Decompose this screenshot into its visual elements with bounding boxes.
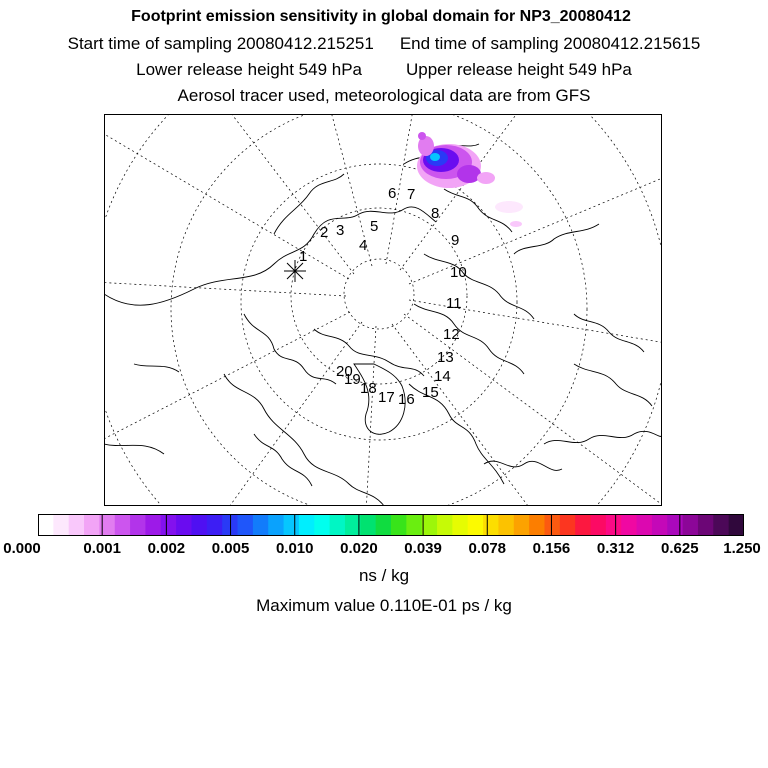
colorbar-tick-label: 0.020 — [340, 540, 378, 557]
release-heights — [0, 60, 768, 80]
trajectory-label-4: 4 — [359, 237, 368, 254]
colorbar-cell — [191, 514, 207, 536]
colorbar-cell — [376, 514, 392, 536]
colorbar-cell — [38, 514, 54, 536]
units-label: ns / kg — [358, 566, 410, 585]
colorbar-cell — [560, 514, 576, 536]
colorbar-cell — [284, 514, 300, 536]
colorbar-cell — [53, 514, 69, 536]
colorbar-tick-label: 0.312 — [596, 540, 635, 557]
trajectory-label-11: 11 — [446, 295, 462, 312]
polar-map — [104, 114, 662, 506]
trajectory-label-17: 17 — [378, 389, 395, 406]
colorbar-cell — [253, 514, 269, 536]
colorbar-cell — [468, 514, 484, 536]
colorbar-cell — [314, 514, 330, 536]
trajectory-label-12: 12 — [443, 326, 460, 343]
colorbar-cell — [84, 514, 100, 536]
colorbar-cell — [130, 514, 146, 536]
colorbar-cell — [437, 514, 453, 536]
trajectory-label-15: 15 — [422, 384, 439, 401]
trajectory-label-16: 16 — [398, 391, 415, 408]
colorbar-cell — [176, 514, 192, 536]
trajectory-label-7: 7 — [407, 186, 416, 203]
colorbar-tick-label: 0.010 — [275, 540, 314, 557]
map-frame — [105, 115, 662, 506]
colorbar-cell — [683, 514, 699, 536]
colorbar-cell — [698, 514, 714, 536]
colorbar-tick-label: 0.001 — [83, 540, 121, 557]
colorbar-tick-label: 0.000 — [3, 540, 41, 557]
colorbar-cell — [268, 514, 284, 536]
colorbar-cell — [483, 514, 499, 536]
end-time-label: End time of sampling 20080412.215615 — [399, 34, 701, 53]
maximum-value: Maximum value 0.110E-01 ps / kg — [256, 596, 512, 615]
colorbar-cells — [38, 514, 744, 536]
trajectory-label-18: 18 — [360, 380, 377, 397]
trajectory-label-14: 14 — [434, 368, 451, 385]
colorbar — [38, 514, 744, 536]
tracer-info: Aerosol tracer used, meteorological data are from GFS — [177, 86, 591, 105]
colorbar-tick-labels — [0, 540, 768, 560]
colorbar-cell — [391, 514, 407, 536]
colorbar-cell — [591, 514, 607, 536]
colorbar-cell — [238, 514, 254, 536]
colorbar-cell — [207, 514, 223, 536]
lower-release-label: Lower release height 549 hPa — [136, 60, 362, 79]
trajectory-label-5: 5 — [370, 218, 379, 235]
colorbar-cell — [422, 514, 438, 536]
trajectory-label-19: 19 — [344, 371, 361, 388]
colorbar-cell — [498, 514, 514, 536]
colorbar-cell — [544, 514, 560, 536]
trajectory-label-10: 10 — [450, 264, 467, 281]
colorbar-cell — [621, 514, 637, 536]
trajectory-label-13: 13 — [437, 349, 454, 366]
trajectory-label-3: 3 — [336, 222, 345, 239]
colorbar-cell — [637, 514, 653, 536]
colorbar-cell — [115, 514, 131, 536]
colorbar-cell — [606, 514, 622, 536]
plot-title: Footprint emission sensitivity in global domain for NP3_20080412 — [131, 8, 631, 25]
trajectory-label-2: 2 — [320, 224, 329, 241]
trajectory-label-20: 20 — [336, 363, 353, 380]
colorbar-cell — [667, 514, 683, 536]
colorbar-cell — [729, 514, 744, 536]
colorbar-tick-label: 0.002 — [147, 540, 186, 557]
trajectory-label-8: 8 — [431, 205, 440, 222]
colorbar-cell — [360, 514, 376, 536]
colorbar-tick-label: 0.156 — [532, 540, 571, 557]
colorbar-cell — [713, 514, 729, 536]
trajectory-label-9: 9 — [451, 232, 460, 249]
colorbar-cell — [145, 514, 161, 536]
colorbar-cell — [69, 514, 85, 536]
colorbar-tick-label: 0.078 — [468, 540, 507, 557]
colorbar-cell — [575, 514, 591, 536]
colorbar-cell — [452, 514, 468, 536]
trajectory-label-1: 1 — [299, 248, 308, 265]
colorbar-tick-label: 0.625 — [661, 540, 699, 557]
colorbar-tick-label: 0.005 — [211, 540, 250, 557]
colorbar-cell — [514, 514, 530, 536]
trajectory-label-6: 6 — [388, 185, 397, 202]
start-time-label: Start time of sampling 20080412.215251 — [67, 34, 374, 53]
upper-release-label: Upper release height 549 hPa — [406, 60, 632, 79]
colorbar-tick-label: 1.250 — [723, 540, 761, 557]
colorbar-tick-label: 0.039 — [404, 540, 442, 557]
colorbar-cell — [330, 514, 346, 536]
colorbar-cell — [161, 514, 177, 536]
colorbar-cell — [406, 514, 422, 536]
colorbar-cell — [299, 514, 315, 536]
sampling-times — [0, 34, 768, 54]
colorbar-cell — [652, 514, 668, 536]
colorbar-cell — [529, 514, 545, 536]
